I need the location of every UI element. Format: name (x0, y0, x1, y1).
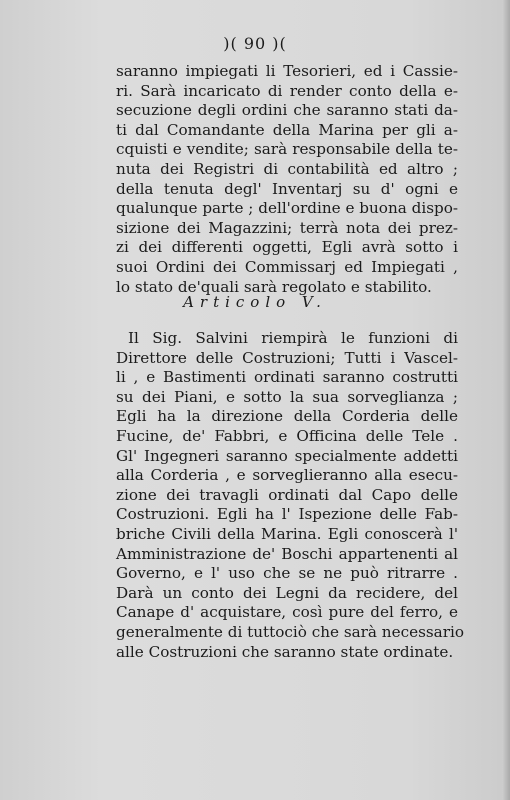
paragraph-continuation (116, 62, 458, 297)
text-line: ri. Sarà incaricato di render conto della e- (116, 81, 458, 100)
text-line: zione dei travagli ordinati dal Capo delle (116, 485, 458, 504)
text-line: ti dal Comandante della Marina per gli a- (116, 120, 458, 139)
text-line: Canape d' acquistare, così pure del ferro, e (116, 603, 458, 622)
text-line: sizione dei Magazzini; terrà nota dei prez- (116, 218, 458, 237)
text-line: briche Civili della Marina. Egli conoscerà l' (116, 524, 458, 543)
text-line: Costruzioni. Egli ha l' Ispezione delle Fab- (116, 505, 458, 524)
page-number-header: )( 90 )( (223, 34, 287, 53)
text-line: saranno impiegati li Tesorieri, ed i Cassie- (116, 62, 458, 80)
text-line: Il Sig. Salvini riempirà le funzioni di (128, 329, 458, 347)
text-line: Gl' Ingegneri saranno specialmente addetti (116, 446, 458, 465)
text-line: alla Corderia , e sorveglieranno alla esecu- (116, 466, 458, 485)
text-line: della tenuta degl' Inventarj su d' ogni e (116, 179, 458, 198)
article-heading: Articolo V. (183, 293, 327, 311)
text-line: zi dei differenti oggetti, Egli avrà sotto i (116, 238, 458, 257)
text-line: suoi Ordini dei Commissarj ed Impiegati , (116, 257, 458, 276)
text-line: li , e Bastimenti ordinati saranno costrutti (116, 368, 458, 387)
text-line: Direttore delle Costruzioni; Tutti i Vascel- (116, 348, 458, 367)
text-line: generalmente di tuttociò che sarà necessario (116, 622, 464, 641)
text-line: Fucine, de' Fabbri, e Officina delle Tele . (116, 426, 458, 445)
text-line: Darà un conto dei Legni da recidere, del (116, 583, 458, 602)
article-paragraph (116, 329, 464, 662)
text-line: alle Costruzioni che saranno state ordinate. (116, 642, 454, 661)
text-line: secuzione degli ordini che saranno stati da- (116, 101, 458, 120)
page-edge-shadow (502, 0, 510, 800)
text-line: su dei Piani, e sotto la sua sorveglianza ; (116, 387, 458, 406)
text-line: qualunque parte ; dell'ordine e buona dispo- (116, 199, 458, 218)
text-line: Amministrazione de' Boschi appartenenti al (116, 544, 458, 563)
text-line: lo stato de'quali sarà regolato e stabilito. (116, 277, 432, 296)
text-line: nuta dei Registri di contabilità ed altro ; (116, 159, 458, 178)
text-line: Governo, e l' uso che se ne può ritrarre . (116, 564, 458, 583)
text-line: Egli ha la direzione della Corderia delle (116, 407, 458, 426)
text-line: cquisti e vendite; sarà responsabile della te- (116, 140, 458, 159)
